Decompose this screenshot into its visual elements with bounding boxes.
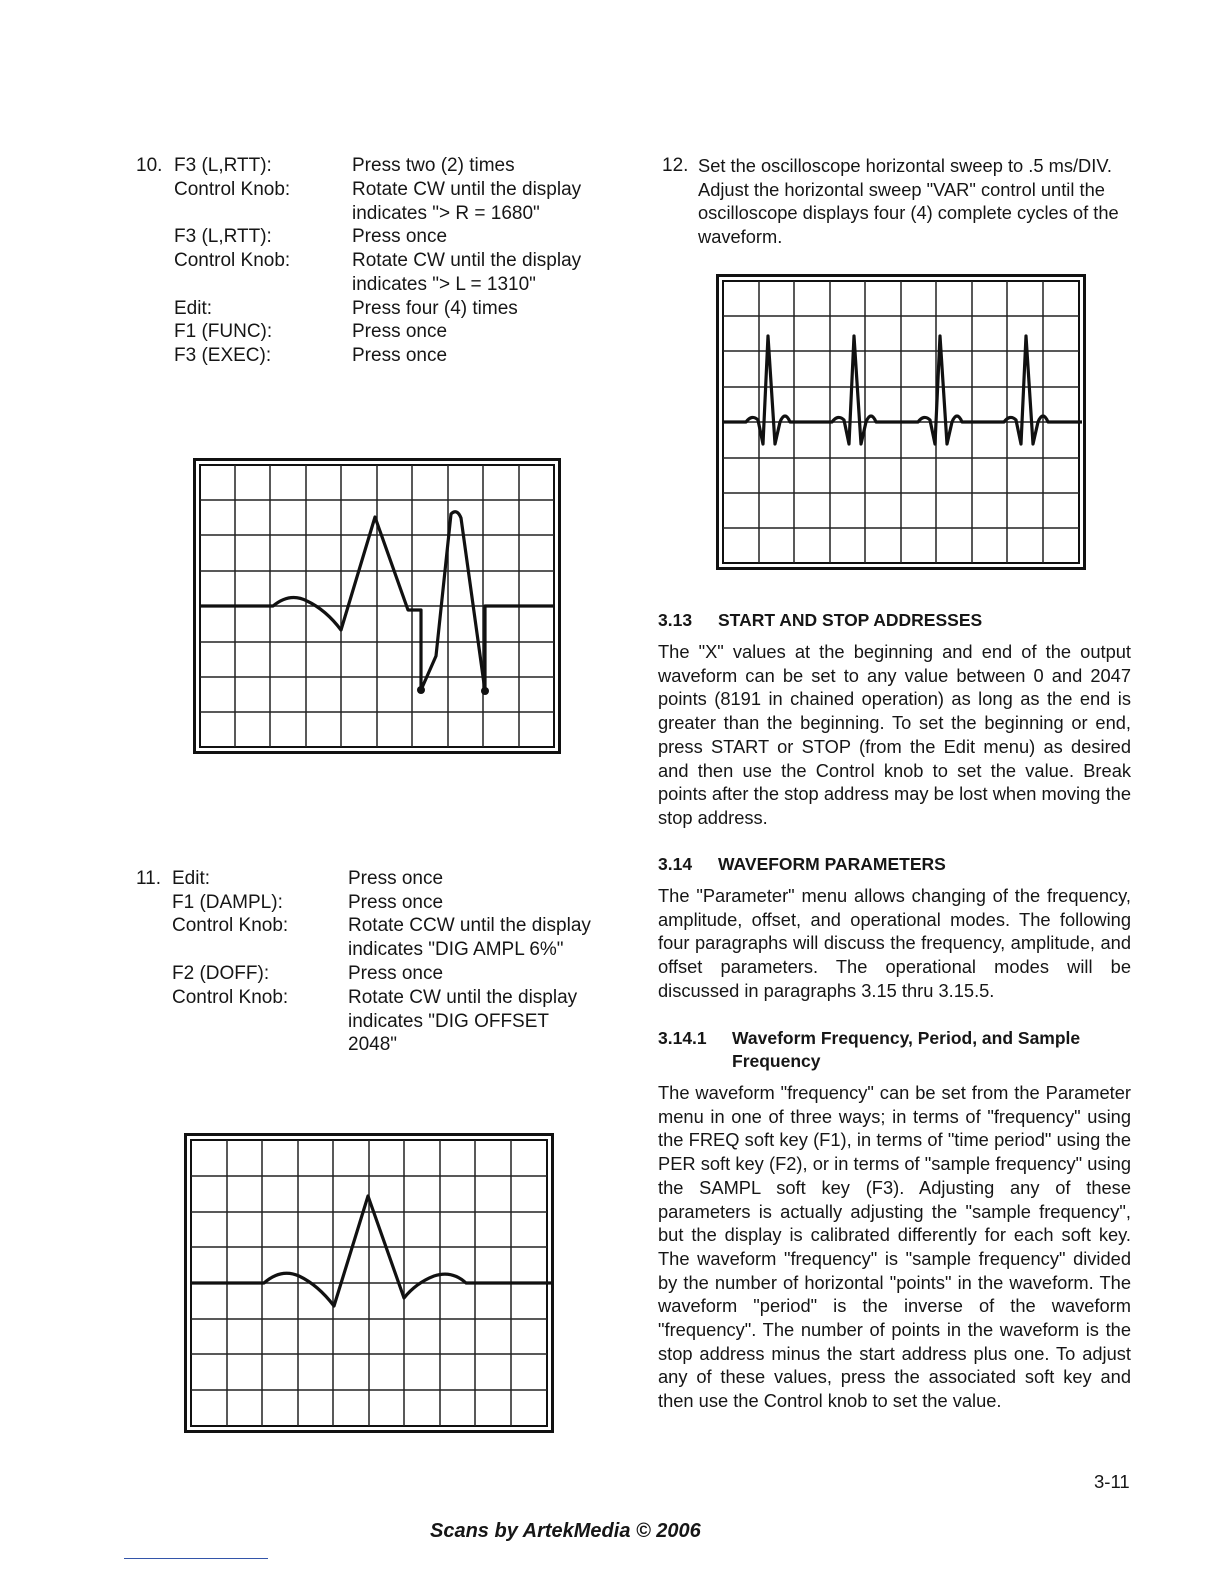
- step-11-label-1: Edit:: [172, 868, 211, 889]
- waveform-trace: [723, 336, 1082, 444]
- section-3-14-title: WAVEFORM PARAMETERS: [718, 854, 946, 874]
- oscilloscope-display-step-11: [184, 1133, 554, 1433]
- step-10-action-7: Press once: [352, 345, 448, 366]
- step-11-action-4: Press once: [348, 963, 444, 984]
- step-10-label-5: Edit:: [174, 298, 213, 319]
- step-10-action-3: Press once: [352, 226, 448, 247]
- section-3-14-1-title: Waveform Frequency, Period, and Sample Frequency: [732, 1028, 1081, 1071]
- step-11-action-2: Press once: [348, 892, 444, 913]
- section-3-13-title: START AND STOP ADDRESSES: [718, 610, 983, 630]
- step-11-label-4: F2 (DOFF):: [172, 963, 270, 984]
- step-10-label-3: F3 (L,RTT):: [174, 226, 272, 247]
- oscilloscope-display-step-12: [716, 274, 1086, 570]
- scan-credit-footer: Scans by ArtekMedia © 2006: [430, 1520, 701, 1542]
- step-11-number: 11.: [136, 868, 162, 889]
- step-11-action-5: Rotate CW until the display indicates "DIG OFFSET 2048": [348, 987, 578, 1055]
- section-3-14-1-body: The waveform "frequency" can be set from the Parameter menu in one of three ways; in terms of "frequency" using the FREQ soft key (F1), in terms of "time period" using the PER soft key (F2), or in terms of "sample frequency" using the SAMPL soft key (F3). Adjusting any of these parameters is actually adjusting the "sample frequency", but the display is calibrated differently for each soft key. The waveform "frequency" is "sample frequency" divided by the number of horizontal "points" in the waveform. The waveform "period" is the inverse of the waveform "frequency". The number of points in the waveform is the stop address minus the start address plus one. To adjust any of these values, press the associated soft key and then use the Control knob to set the value.: [658, 1082, 1131, 1412]
- section-3-13-number: 3.13: [658, 610, 693, 630]
- step-10-label-7: F3 (EXEC):: [174, 345, 272, 366]
- footer-rule: [124, 1558, 268, 1559]
- step-10-label-6: F1 (FUNC):: [174, 321, 273, 342]
- step-11-label-2: F1 (DAMPL):: [172, 892, 283, 913]
- section-3-14-heading: [658, 853, 946, 875]
- step-12-number: 12.: [662, 155, 689, 176]
- step-11-action-3: Rotate CCW until the display indicates "DIG AMPL 6%": [348, 915, 591, 960]
- step-10-label-4: Control Knob:: [174, 250, 291, 271]
- section-3-14-1-number: 3.14.1: [658, 1028, 707, 1048]
- section-3-13-body: The "X" values at the beginning and end of the output waveform can be set to any value between 0 and 2047 points (8191 in chained operation) as long as the end is greater than the beginning. To set the beginning or end, press START or STOP (from the Edit menu) as desired and then use the Control knob to set the value. Break points after the stop address may be lost when moving the stop address.: [658, 641, 1131, 828]
- page-number: 3-11: [1094, 1471, 1130, 1492]
- step-10-action-1: Press two (2) times: [352, 155, 515, 176]
- step-10-action-6: Press once: [352, 321, 448, 342]
- step-10-action-4: Rotate CW until the display indicates "> L = 1310": [352, 250, 582, 295]
- step-10-number: 10.: [136, 155, 163, 176]
- step-10-action-5: Press four (4) times: [352, 298, 518, 319]
- step-11-label-5: Control Knob:: [172, 987, 289, 1008]
- oscilloscope-display-step-10: [193, 458, 561, 754]
- section-3-14-number: 3.14: [658, 854, 693, 874]
- step-11-action-1: Press once: [348, 868, 444, 889]
- step-11-label-3: Control Knob:: [172, 915, 289, 936]
- section-3-13-heading: [658, 609, 982, 631]
- step-12-text: Set the oscilloscope horizontal sweep to .5 ms/DIV. Adjust the horizontal sweep "VAR" control until the oscilloscope displays four (4) complete cycles of the waveform.: [698, 155, 1119, 248]
- step-10-label-2: Control Knob:: [174, 179, 291, 200]
- step-10-label-1: F3 (L,RTT):: [174, 155, 272, 176]
- step-10-action-2: Rotate CW until the display indicates "> R = 1680": [352, 179, 582, 224]
- section-3-14-body: The "Parameter" menu allows changing of the frequency, amplitude, offset, and operational modes. The following four paragraphs will discuss the frequency, amplitude, and offset parameters. The operational modes will be discussed in paragraphs 3.15 thru 3.15.5.: [658, 885, 1131, 1001]
